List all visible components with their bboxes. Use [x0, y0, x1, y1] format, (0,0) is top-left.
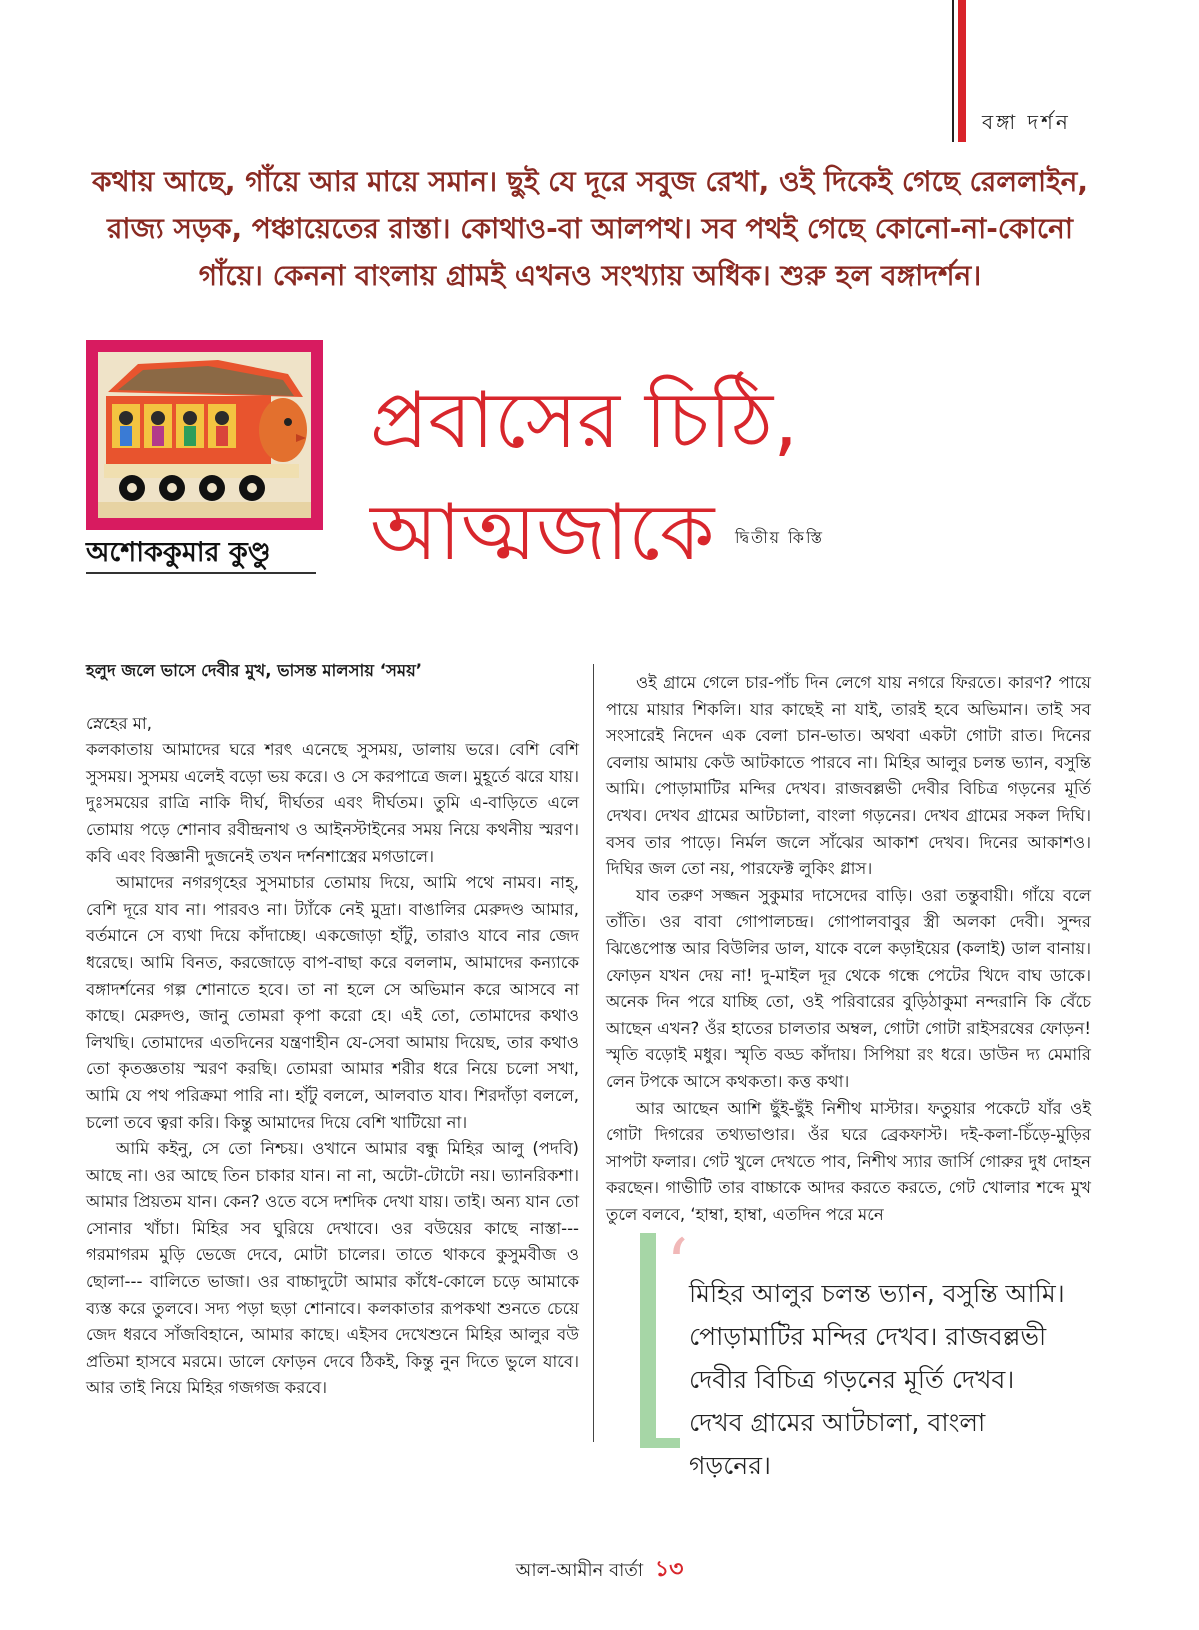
- title-line-2: আত্মজাকে: [370, 488, 715, 578]
- column-divider: [593, 664, 594, 1442]
- installment-label: দ্বিতীয় কিস্তি: [735, 528, 825, 547]
- title-line-1: প্রবাসের চিঠি,: [370, 376, 799, 466]
- quote-mark-icon: ‘: [666, 1224, 689, 1306]
- intro-blurb: কথায় আছে, গাঁয়ে আর মায়ে সমান। ছুই যে দূরে সবুজ রেখা, ওই দিকেই গেছে রেললাইন, রাজ্য সড়ক, পঞ্চায়েতের রাস্তা। কোথাও-বা আলপথ। সব পথই গেছে কোনো-না-কোনো গাঁয়ে। কেননা বাংলায় গ্রামই এখনও সংখ্যায় অধিক। শুরু হল বঙ্গাদর্শন।: [91, 165, 1089, 292]
- author-underline: [86, 572, 316, 574]
- article-title: [370, 365, 798, 589]
- paragraph: আমি কইনু, সে তো নিশ্চয়। ওখানে আমার বন্ধু মিহির আলু (পদবি) আছে না। ওর আছে তিন চাকার যান। না না, অটো-টোটো নয়। ভ্যানরিকশা। আমার প্রিয়তম যান। কেন? ওতে বসে দশদিক দেখা যায়। তাই। অন্য যান তো সোনার খাঁচা। মিহির সব ঘুরিয়ে দেখাবে। ওর বউয়ের কাছে নাস্তা--- গরমাগরম মুড়ি ভেজে দেবে, মোটা চালের। তাতে থাকবে কুসুমবীজ ও ছোলা--- বালিতে ভাজা। ওর বাচ্চাদুটো আমার কাঁধে-কোলে চড়ে আমাকে ব্যস্ত করে তুলবে। সদ্য পড়া ছড়া শোনাবে। কলকাতার রূপকথা শুনতে চেয়ে জেদ ধরবে সাঁজবিহানে, আমার কাছে। এইসব দেখেশুনে মিহির আলুর বউ প্রতিমা হাসবে মরমে। ডালে ফোড়ন দেবে ঠিকই, কিন্তু নুন দিতে ভুলে যাবে। আর তাই নিয়ে মিহির গজগজ করবে।: [86, 1139, 579, 1398]
- pull-quote-bar-foot: [640, 1438, 680, 1448]
- paragraph: আর আছেন আশি ছুঁই-ছুঁই নিশীথ মাস্টার। ফতুয়ার পকেটে যাঁর ওই গোটা দিগরের তথ্যভাণ্ডার। ওঁর ঘরে ব্রেকফাস্ট। দই-কলা-চিঁড়ে-মুড়ির সাপটা ফলার। গেট খুলে দেখতে পাব, নিশীথ স্যার জার্সি গোরুর দুধ দোহন করছেন। গাভীটি তার বাচ্চাকে আদর করতে করতে, গেট খোলার শব্দে মুখ তুলে বলবে, ‘হাম্বা, হাম্বা, এতদিন পরে মনে: [606, 1098, 1091, 1224]
- right-column: [606, 670, 1091, 1228]
- page-footer: [0, 1552, 1199, 1589]
- page-number: ১৩: [654, 1557, 684, 1582]
- paragraph: কলকাতায় আমাদের ঘরে শরৎ এনেছে সুসময়, ডালায় ভরে। বেশি বেশি সুসময়। সুসময় এলেই বড়ো ভয় করে। ও সে করপাত্রে জল। মুহূর্তে ঝরে যায়। দুঃসময়ের রাত্রি নাকি দীর্ঘ, দীর্ঘতর এবং দীর্ঘতম। তুমি এ-বাড়িতে এলে তোমায় পড়ে শোনাব রবীন্দ্রনাথ ও আইনস্টাইনের সময় নিয়ে কথনীয় স্মরণ। কবি এবং বিজ্ঞানী দুজনেই তখন দর্শনশাস্ত্রের মগডালে।: [86, 740, 579, 866]
- section-tag: বঙ্গা দর্শন: [982, 110, 1071, 134]
- train-painting-illustration: [86, 340, 323, 530]
- paragraph: যাব তরুণ সজ্জন সুকুমার দাসেদের বাড়ি। ওরা তন্তুবায়ী। গাঁয়ে বলে তাঁতি। ওর বাবা গোপালচন্দ্র। গোপালবাবুর স্ত্রী অলকা দেবী। সুন্দর ঝিঙেপোস্ত আর বিউলির ডাল, যাকে বলে কড়াইয়ের (কলাই) ডাল বানায়। ফোড়ন যখন দেয় না! দু-মাইল দূর থেকে গন্ধে পেটের খিদে বাঘ ডাকে। অনেক দিন পরে যাচ্ছি তো, ওই পরিবারের বুড়িঠাকুমা নন্দরানি কি বেঁচে আছেন এখন? ওঁর হাতের চালতার অম্বল, গোটা গোটা রাইসরষের ফোড়ন! স্মৃতি বড়োই মধুর। স্মৃতি বড্ড কাঁদায়। সিপিয়া রং ধরে। ডাউন দ্য মেমারি লেন টপকে আসে কথকতা। কত্ত কথা।: [606, 885, 1091, 1091]
- paragraph: ওই গ্রামে গেলে চার-পাঁচ দিন লেগে যায় নগরে ফিরতে। কারণ? পায়ে পায়ে মায়ার শিকলি। যার কাছেই না যাই, তারই হবে অভিমান। তাই সব সংসারেই নিদেন এক বেলা চান-ভাত। অথবা একটা গোটা রাত। দিনের বেলায় আমায় কেউ আটকাতে পারবে না। মিহির আলুর চলন্ত ভ্যান, বসুন্তি আমি। পোড়ামাটির মন্দির দেখব। রাজবল্লভী দেবীর বিচিত্র গড়নের মূর্তি দেখব। দেখব গ্রামের আটচালা, বাংলা গড়নের। দেখব গ্রামের সকল দিঘি। বসব তার পাড়ে। নির্মল জলে সাঁঝের আকাশ দেখব। দিনের আকাশও। দিঘির জল তো নয়, পারফেক্ট লুকিং গ্লাস।: [606, 673, 1091, 879]
- header-rule-thin: [952, 0, 954, 142]
- pull-quote-bar: [640, 1233, 656, 1448]
- section-subhead: হলুদ জলে ভাসে দেবীর মুখ, ভাসন্ত মালসায় ‘সময়’: [86, 661, 423, 680]
- author-name: অশোককুমার কুণ্ডু: [86, 537, 271, 568]
- publication-name: আল-আমীন বার্তা: [515, 1560, 644, 1581]
- train-painting-svg: [98, 352, 311, 518]
- paragraph: আমাদের নগরগৃহের সুসমাচার তোমায় দিয়ে, আমি পথে নামব। নাহ্, বেশি দূরে যাব না। পারবও না। ট্যাঁকে নেই মুদ্রা। বাঙালির মেরুদণ্ড আমার, বর্তমানে সে ব্যথা দিয়ে কাঁদাচ্ছে। একজোড়া হাঁটু, তারাও যাবে নার জেদ ধরেছে। আমি বিনত, করজোড়ে বাপ-বাছা করে বললাম, আমাদের কন্যাকে বঙ্গাদর্শনের গল্প শোনাতে হবে। তা না হলে সে অভিমান করে আসবে না কাছে। মেরুদণ্ড, জানু তোমরা কৃপা করো হে। এই তো, তোমাদের কথাও লিখছি। তোমাদের এতদিনের যন্ত্রণাহীন যে-সেবা আমায় দিয়েছ, তার কথাও তো কৃতজ্ঞতায় স্মরণ করছি। তোমরা আমার শরীর ধরে নিয়ে চলো সখা, আমি যে পথ পরিক্রমা পারি না। হাঁটু বললে, আলবাত যাব। শিরদাঁড়া বললে, চলো তবে ত্বরা করি। কিন্তু আমাদের দিয়ে বেশি খাটিয়ো না।: [86, 873, 579, 1132]
- left-column: [86, 658, 579, 1402]
- salutation: স্নেহের মা,: [86, 713, 152, 733]
- pull-quote: মিহির আলুর চলন্ত ভ্যান, বসুন্তি আমি। পোড়ামাটির মন্দির দেখব। রাজবল্লভী দেবীর বিচিত্র গড়নের মূর্তি দেখব। দেখব গ্রামের আটচালা, বাংলা গড়নের।: [689, 1279, 1065, 1480]
- header-rule: [958, 0, 966, 142]
